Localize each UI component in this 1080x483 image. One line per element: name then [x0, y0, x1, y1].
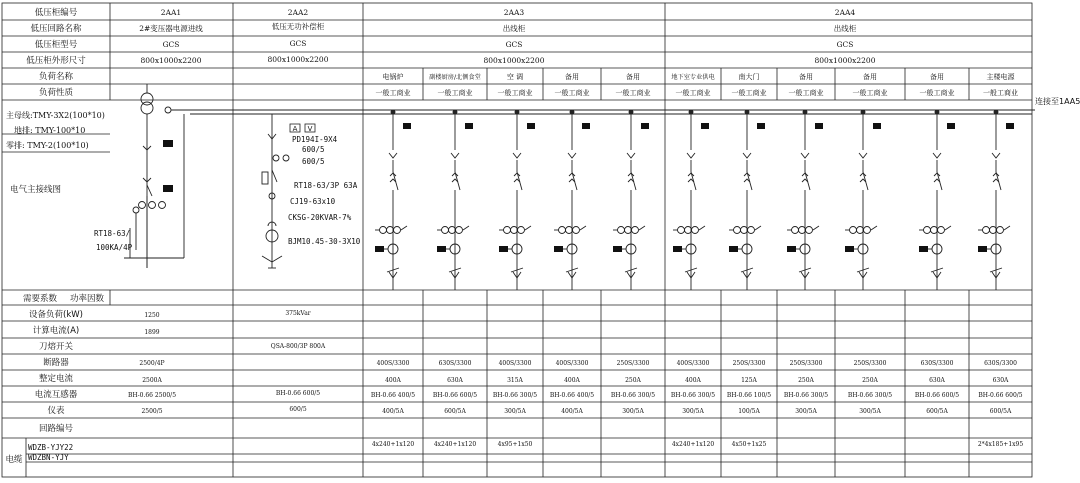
meter-a-label: A	[292, 125, 298, 133]
cable-type-2: WDZBN-YJY	[28, 453, 69, 462]
aa2-fuse: RT18-63/3P 63A	[294, 181, 358, 190]
feeder-1-breaker: 400S/3300	[376, 360, 410, 367]
cabinet-1-model: GCS	[162, 40, 180, 49]
ct-symbol	[511, 227, 518, 234]
aa1-breaker: 2500/4P	[139, 360, 165, 367]
aa1-load-kw: 1250	[144, 312, 160, 319]
feeder-3-meter: 300/5A	[504, 408, 526, 415]
bus-tap	[994, 110, 998, 114]
feeder-tag-top	[815, 123, 823, 129]
feeder-tag-top	[641, 123, 649, 129]
aa2-ct2: 600/5	[302, 157, 325, 166]
feeder-6-breaker: 400S/3300	[676, 360, 710, 367]
cabinet-4-size: 800x1000x2200	[814, 56, 876, 65]
load-nature-3: 一般工商业	[497, 89, 533, 97]
cabinet-1-name: 2#变压器电源进线	[139, 24, 203, 33]
load-name-label: 负荷名称	[38, 72, 74, 82]
feeder-circuit-4	[554, 110, 586, 290]
ct-symbol	[692, 227, 699, 234]
ct-symbol	[518, 227, 525, 234]
load-name-6: 地下室专业供电	[671, 74, 715, 81]
ct-label: 电流互感器	[34, 390, 78, 400]
load-nature-6: 一般工商业	[675, 89, 711, 97]
switch-label: 刀熔开关	[38, 342, 74, 352]
feeder-tag-meter	[845, 246, 854, 252]
incoming-circuit	[124, 84, 190, 268]
feeder-9-ct: BH-0.66 300/5	[847, 392, 893, 399]
feeder-tag-top	[527, 123, 535, 129]
bus-tap	[689, 110, 693, 114]
feeder-1-ct: BH-0.66 400/5	[370, 392, 416, 399]
feeder-tag-meter	[554, 246, 563, 252]
ct-symbol	[792, 227, 799, 234]
ct-symbol	[387, 227, 394, 234]
aa1-fuse-label: RT18-63/	[94, 229, 131, 238]
feeder-7-breaker: 250S/3300	[732, 360, 766, 367]
ct-symbol	[449, 227, 456, 234]
feeder-11-ct: BH-0.66 600/5	[978, 392, 1023, 399]
feeder-10-setting: 630A	[929, 377, 945, 384]
load-name-7: 南大门	[738, 73, 760, 81]
bus-tap	[570, 110, 574, 114]
feeder-8-ct: BH-0.66 300/5	[783, 392, 829, 399]
load-name-8: 备用	[799, 73, 813, 81]
ct-symbol	[632, 227, 639, 234]
feeder-6-ct: BH-0.66 300/5	[670, 392, 716, 399]
cabinet-2-no: 2AA2	[287, 8, 309, 17]
feeder-10-ct: BH-0.66 600/5	[914, 392, 960, 399]
feeder-2-breaker: 630S/3300	[438, 360, 472, 367]
bus-tap	[861, 110, 865, 114]
feeder-tag-meter	[613, 246, 622, 252]
feeder-8-setting: 250A	[798, 377, 814, 384]
cabinet-1-no: 2AA1	[160, 8, 182, 17]
ct-symbol	[990, 227, 997, 234]
ct-symbol	[864, 227, 871, 234]
feeder-1-meter: 400/5A	[382, 408, 404, 415]
ct-symbol	[924, 227, 931, 234]
ct-symbol	[559, 227, 566, 234]
cabinet-4-name: 出线柜	[833, 24, 857, 33]
feeder-1-setting: 400A	[385, 377, 401, 384]
main-bus-label: 主母线:TMY-3X2(100*10)	[6, 111, 105, 120]
bus-tap	[629, 110, 633, 114]
aa1-spd-label: 100KA/4P	[96, 243, 133, 252]
feeder-tag-meter	[787, 246, 796, 252]
breaker-label: 断路器	[43, 358, 69, 368]
cabinet-3-no: 2AA3	[503, 8, 525, 17]
feeder-circuit-2	[437, 110, 469, 290]
feeder-7-meter: 100/5A	[738, 408, 760, 415]
feeder-2-ct: BH-0.66 600/5	[432, 392, 478, 399]
feeder-circuit-6	[673, 110, 705, 290]
feeder-tag-top	[465, 123, 473, 129]
ct-symbol	[380, 227, 387, 234]
feeder-11-breaker: 630S/3300	[984, 360, 1017, 367]
feeder-5-setting: 250A	[625, 377, 641, 384]
feeder-circuit-8	[787, 110, 819, 290]
feeder-4-ct: BH-0.66 400/5	[549, 392, 595, 399]
circuit-no-label: 回路编号	[38, 424, 74, 434]
cabinet-3-name: 出线柜	[502, 24, 526, 33]
meter-v-label: V	[307, 125, 313, 133]
feeder-6-setting: 400A	[685, 377, 701, 384]
cabinet-3-size: 800x1000x2200	[483, 56, 545, 65]
busbar	[190, 110, 1035, 114]
aa2-load-kvar: 375kVar	[285, 310, 311, 317]
setting-label: 整定电流	[38, 374, 74, 384]
load-name-10: 备用	[930, 73, 944, 81]
feeder-7-cable: 4x50+1x25	[731, 441, 767, 448]
ct-symbol	[748, 227, 755, 234]
feeder-4-setting: 400A	[564, 377, 580, 384]
feeder-9-breaker: 250S/3300	[853, 360, 887, 367]
feeder-6-meter: 300/5A	[682, 408, 704, 415]
ct-symbol	[678, 227, 685, 234]
feeder-tag-top	[757, 123, 765, 129]
load-name-1: 电锅炉	[382, 73, 404, 81]
ct-symbol	[857, 227, 864, 234]
feeder-tag-meter	[499, 246, 508, 252]
feeder-tag-meter	[437, 246, 446, 252]
feeder-1-cable: 4x240+1x120	[371, 441, 415, 448]
cabinet-3-model: GCS	[505, 40, 523, 49]
feeder-2-setting: 630A	[447, 377, 463, 384]
current-label: 计算电流(A)	[32, 326, 80, 336]
feeder-8-breaker: 250S/3300	[789, 360, 823, 367]
ct-symbol	[504, 227, 511, 234]
load-nature-11: 一般工商业	[983, 89, 1018, 97]
aa1-setting: 2500A	[142, 377, 162, 384]
feeder-tag-top	[701, 123, 709, 129]
ct-symbol	[618, 227, 625, 234]
feeder-11-cable: 2*4x185+1x95	[977, 441, 1024, 448]
circuit-name-label: 低压回路名称	[30, 24, 82, 34]
feeder-11-meter: 600/5A	[989, 408, 1012, 415]
feeder-10-meter: 600/5A	[926, 408, 948, 415]
feeder-5-ct: BH-0.66 300/5	[610, 392, 656, 399]
ct-symbol	[938, 227, 945, 234]
neutral-bus-label: 零排: TMY-2(100*10)	[6, 141, 89, 150]
ct-symbol	[850, 227, 857, 234]
feeder-11-setting: 630A	[992, 377, 1009, 384]
capacitor-circuit	[262, 114, 289, 268]
load-nature-9: 一般工商业	[852, 89, 888, 97]
ct-symbol	[685, 227, 692, 234]
cabinet-2-name: 低压无功补偿柜	[271, 22, 325, 31]
feeder-8-meter: 300/5A	[795, 408, 817, 415]
load-name-11: 主楼电源	[986, 73, 1015, 81]
load-nature-1: 一般工商业	[375, 89, 411, 97]
feeder-tag-top	[947, 123, 955, 129]
load-nature-10: 一般工商业	[919, 89, 955, 97]
load-nature-7: 一般工商业	[731, 89, 767, 97]
aa2-ct: BH-0.66 600/5	[275, 390, 321, 397]
cable-label: 电缆	[5, 455, 23, 465]
load-name-2: 副楼厨房/北侧食堂	[429, 74, 481, 81]
feeder-tag-meter	[673, 246, 682, 252]
feeder-tag-top	[582, 123, 590, 129]
feeder-circuit-5	[613, 110, 645, 290]
power-factor-label: 功率因数	[69, 294, 105, 304]
aa2-meter-type: PD194I-9X4	[292, 135, 338, 144]
feeder-circuit-1	[375, 110, 407, 290]
feeder-3-cable: 4x95+1x50	[497, 441, 533, 448]
feeder-tag-meter	[729, 246, 738, 252]
feeder-tag-meter	[919, 246, 928, 252]
feeder-circuit-9	[845, 110, 877, 290]
aa1-meter: 2500/5	[141, 408, 163, 415]
aa2-ct1: 600/5	[302, 145, 325, 154]
bus-tap	[745, 110, 749, 114]
feeder-circuit-3	[499, 110, 531, 290]
ct-symbol	[394, 227, 401, 234]
feeder-10-breaker: 630S/3300	[920, 360, 954, 367]
ct-symbol	[573, 227, 580, 234]
feeder-4-breaker: 400S/3300	[555, 360, 589, 367]
load-nature-2: 一般工商业	[437, 89, 473, 97]
feeder-tag-meter	[978, 246, 987, 252]
feeder-tag-top	[403, 123, 411, 129]
earth-bus-label: 地排: TMY-100*10	[14, 126, 86, 135]
load-name-5: 备用	[626, 73, 640, 81]
ct-tag	[163, 140, 173, 147]
feeder-6-cable: 4x240+1x120	[671, 441, 715, 448]
ct-symbol	[931, 227, 938, 234]
breaker-tag	[163, 185, 173, 192]
cabinet-1-size: 800x1000x2200	[140, 56, 202, 65]
aa2-capacitor: BJM10.45-30-3X10	[288, 237, 361, 246]
load-nature-5: 一般工商业	[615, 89, 651, 97]
connect-label: 连接至1AA5	[1035, 97, 1080, 106]
aa2-reactor: CKSG-20KVAR-7%	[288, 213, 352, 222]
feeder-tag-top	[1006, 123, 1014, 129]
ct-symbol	[442, 227, 449, 234]
feeder-2-meter: 600/5A	[444, 408, 466, 415]
ct-symbol	[741, 227, 748, 234]
feeder-3-ct: BH-0.66 300/5	[492, 392, 538, 399]
load-nature-4: 一般工商业	[554, 89, 590, 97]
load-name-4: 备用	[565, 73, 579, 81]
ct-symbol	[997, 227, 1004, 234]
load-kw-label: 设备负荷(kW)	[29, 310, 83, 320]
feeder-tag-meter	[375, 246, 384, 252]
bus-tap	[515, 110, 519, 114]
feeder-3-breaker: 400S/3300	[498, 360, 532, 367]
demand-label: 需要系数	[22, 294, 58, 304]
cabinet-model-label: 低压柜型号	[34, 40, 78, 50]
bus-tap	[935, 110, 939, 114]
bus-tap	[803, 110, 807, 114]
ct-symbol	[734, 227, 741, 234]
aa2-contactor: CJ19-63x10	[290, 197, 336, 206]
cabinet-4-model: GCS	[836, 40, 854, 49]
load-name-9: 备用	[863, 73, 877, 81]
feeder-circuit-10	[919, 110, 951, 290]
load-nature-label: 负荷性质	[38, 88, 74, 98]
cabinet-size-label: 低压柜外形尺寸	[26, 56, 86, 66]
ct-symbol	[983, 227, 990, 234]
feeder-5-meter: 300/5A	[622, 408, 644, 415]
aa1-current: 1899	[144, 329, 160, 336]
feeder-7-setting: 125A	[741, 377, 757, 384]
feeder-tag-top	[873, 123, 881, 129]
feeder-7-ct: BH-0.66 100/5	[726, 392, 772, 399]
cabinet-no-label: 低压柜编号	[34, 8, 78, 18]
load-name-3: 空 调	[506, 73, 524, 81]
ct-symbol	[625, 227, 632, 234]
feeder-9-setting: 250A	[862, 377, 878, 384]
feeder-circuit-7	[729, 110, 761, 290]
cable-type-1: WDZB-YJY22	[28, 443, 74, 452]
ct-symbol	[799, 227, 806, 234]
bus-tap	[391, 110, 395, 114]
ct-symbol	[566, 227, 573, 234]
feeder-3-setting: 315A	[507, 377, 523, 384]
aa1-ct: BH-0.66 2500/5	[127, 392, 177, 399]
feeder-circuit-11	[978, 110, 1010, 290]
ct-symbol	[456, 227, 463, 234]
feeder-2-cable: 4x240+1x120	[433, 441, 477, 448]
cabinet-2-model: GCS	[289, 39, 307, 48]
feeder-4-meter: 400/5A	[561, 408, 583, 415]
aa2-switch: QSA-800/3P 800A	[270, 343, 326, 350]
wiring-label: 电气主接线图	[10, 185, 62, 195]
feeder-9-meter: 300/5A	[859, 408, 881, 415]
meter-label: 仪表	[47, 406, 65, 416]
cabinet-2-size: 800x1000x2200	[267, 55, 329, 64]
aa2-meter: 600/5	[289, 406, 307, 413]
ct-symbol	[806, 227, 813, 234]
feeder-5-breaker: 250S/3300	[616, 360, 650, 367]
load-nature-8: 一般工商业	[788, 89, 824, 97]
cabinet-4-no: 2AA4	[834, 8, 856, 17]
bus-tap	[453, 110, 457, 114]
